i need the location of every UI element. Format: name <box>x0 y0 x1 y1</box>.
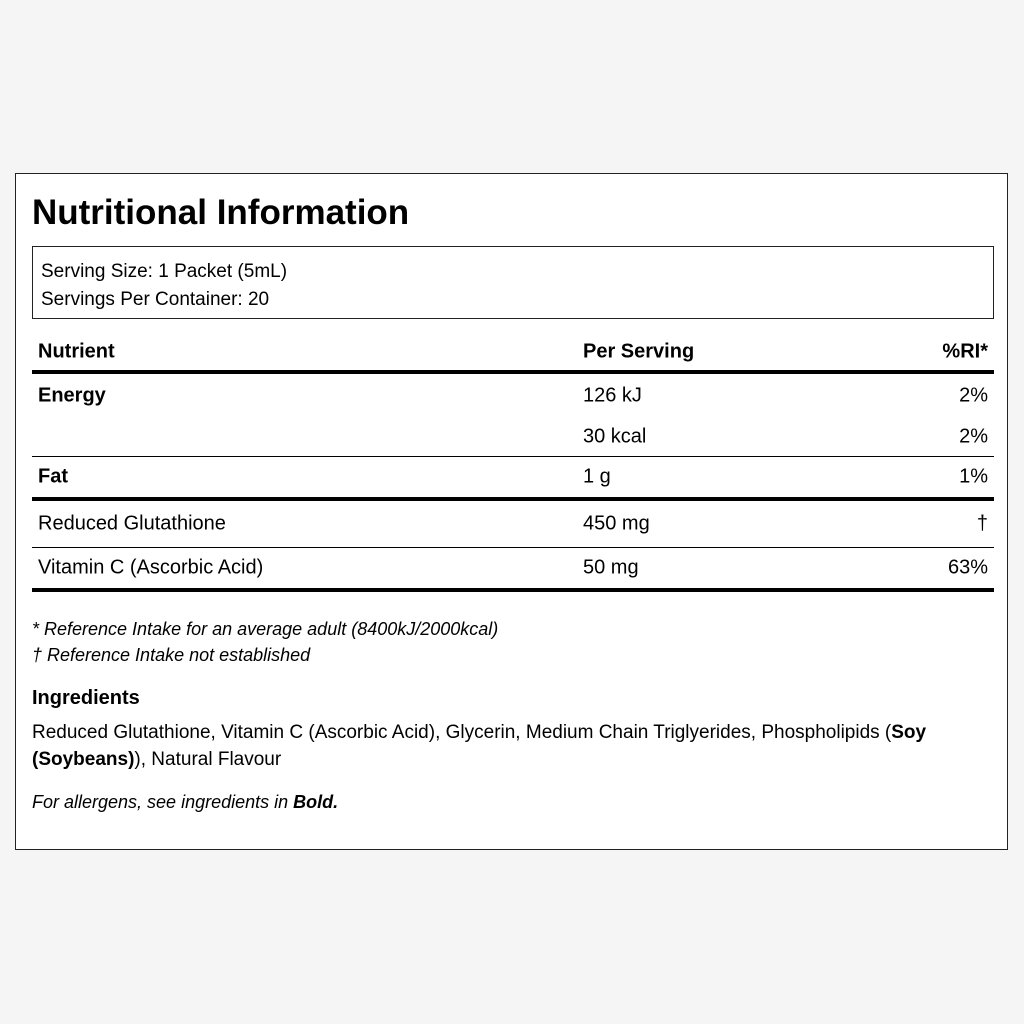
per-serving-value: 126 kJ <box>583 384 642 407</box>
allergen-note-bold: Bold. <box>293 792 339 812</box>
allergen-note <box>32 792 338 813</box>
table-row <box>32 370 994 418</box>
ingredients-text <box>32 719 982 773</box>
ri-not-established-footnote: † Reference Intake not established <box>32 645 311 665</box>
nutrient-name: Reduced Glutathione <box>38 512 226 535</box>
per-serving-value: 450 mg <box>583 512 650 535</box>
header-per-serving: Per Serving <box>583 340 695 363</box>
nutrient-name: Fat <box>38 465 68 488</box>
per-serving-value: 1 g <box>583 465 611 488</box>
nutrient-name: Energy <box>38 384 106 407</box>
nutrient-name: Vitamin C (Ascorbic Acid) <box>38 556 264 579</box>
ingredients-text-before: Reduced Glutathione, Vitamin C (Ascorbic Acid), Glycerin, Medium Chain Triglyerides, Phospholipids ( <box>32 722 892 743</box>
per-serving-value: 50 mg <box>583 556 639 579</box>
nutrition-table <box>32 334 994 592</box>
ri-footnote: * Reference Intake for an average adult (8400kJ/2000kcal) <box>32 619 499 639</box>
table-row <box>32 456 994 497</box>
footnotes <box>32 616 498 668</box>
allergen-ingredient: Soy (Soybeans) <box>32 722 927 770</box>
ri-value: 1% <box>959 465 988 488</box>
serving-size: Serving Size: 1 Packet (5mL) <box>41 261 288 282</box>
ri-value: 2% <box>959 425 988 448</box>
header-nutrient: Nutrient <box>38 340 115 363</box>
ri-value: 2% <box>959 384 988 407</box>
page-title: Nutritional Information <box>32 193 410 232</box>
ri-value: † <box>976 512 988 535</box>
table-row <box>32 497 994 547</box>
serving-info-box <box>32 246 994 319</box>
ingredients-text-after: ), Natural Flavour <box>134 749 282 770</box>
table-header-row <box>32 334 994 370</box>
allergen-note-prefix: For allergens, see ingredients in <box>32 792 294 812</box>
ri-value: 63% <box>947 556 988 579</box>
table-row <box>32 547 994 592</box>
header-ri: %RI* <box>942 340 988 363</box>
nutrition-panel <box>15 173 1008 850</box>
table-row <box>32 418 994 456</box>
per-serving-value: 30 kcal <box>583 425 647 448</box>
servings-per-container: Servings Per Container: 20 <box>41 289 270 310</box>
ingredients-heading: Ingredients <box>32 687 140 709</box>
